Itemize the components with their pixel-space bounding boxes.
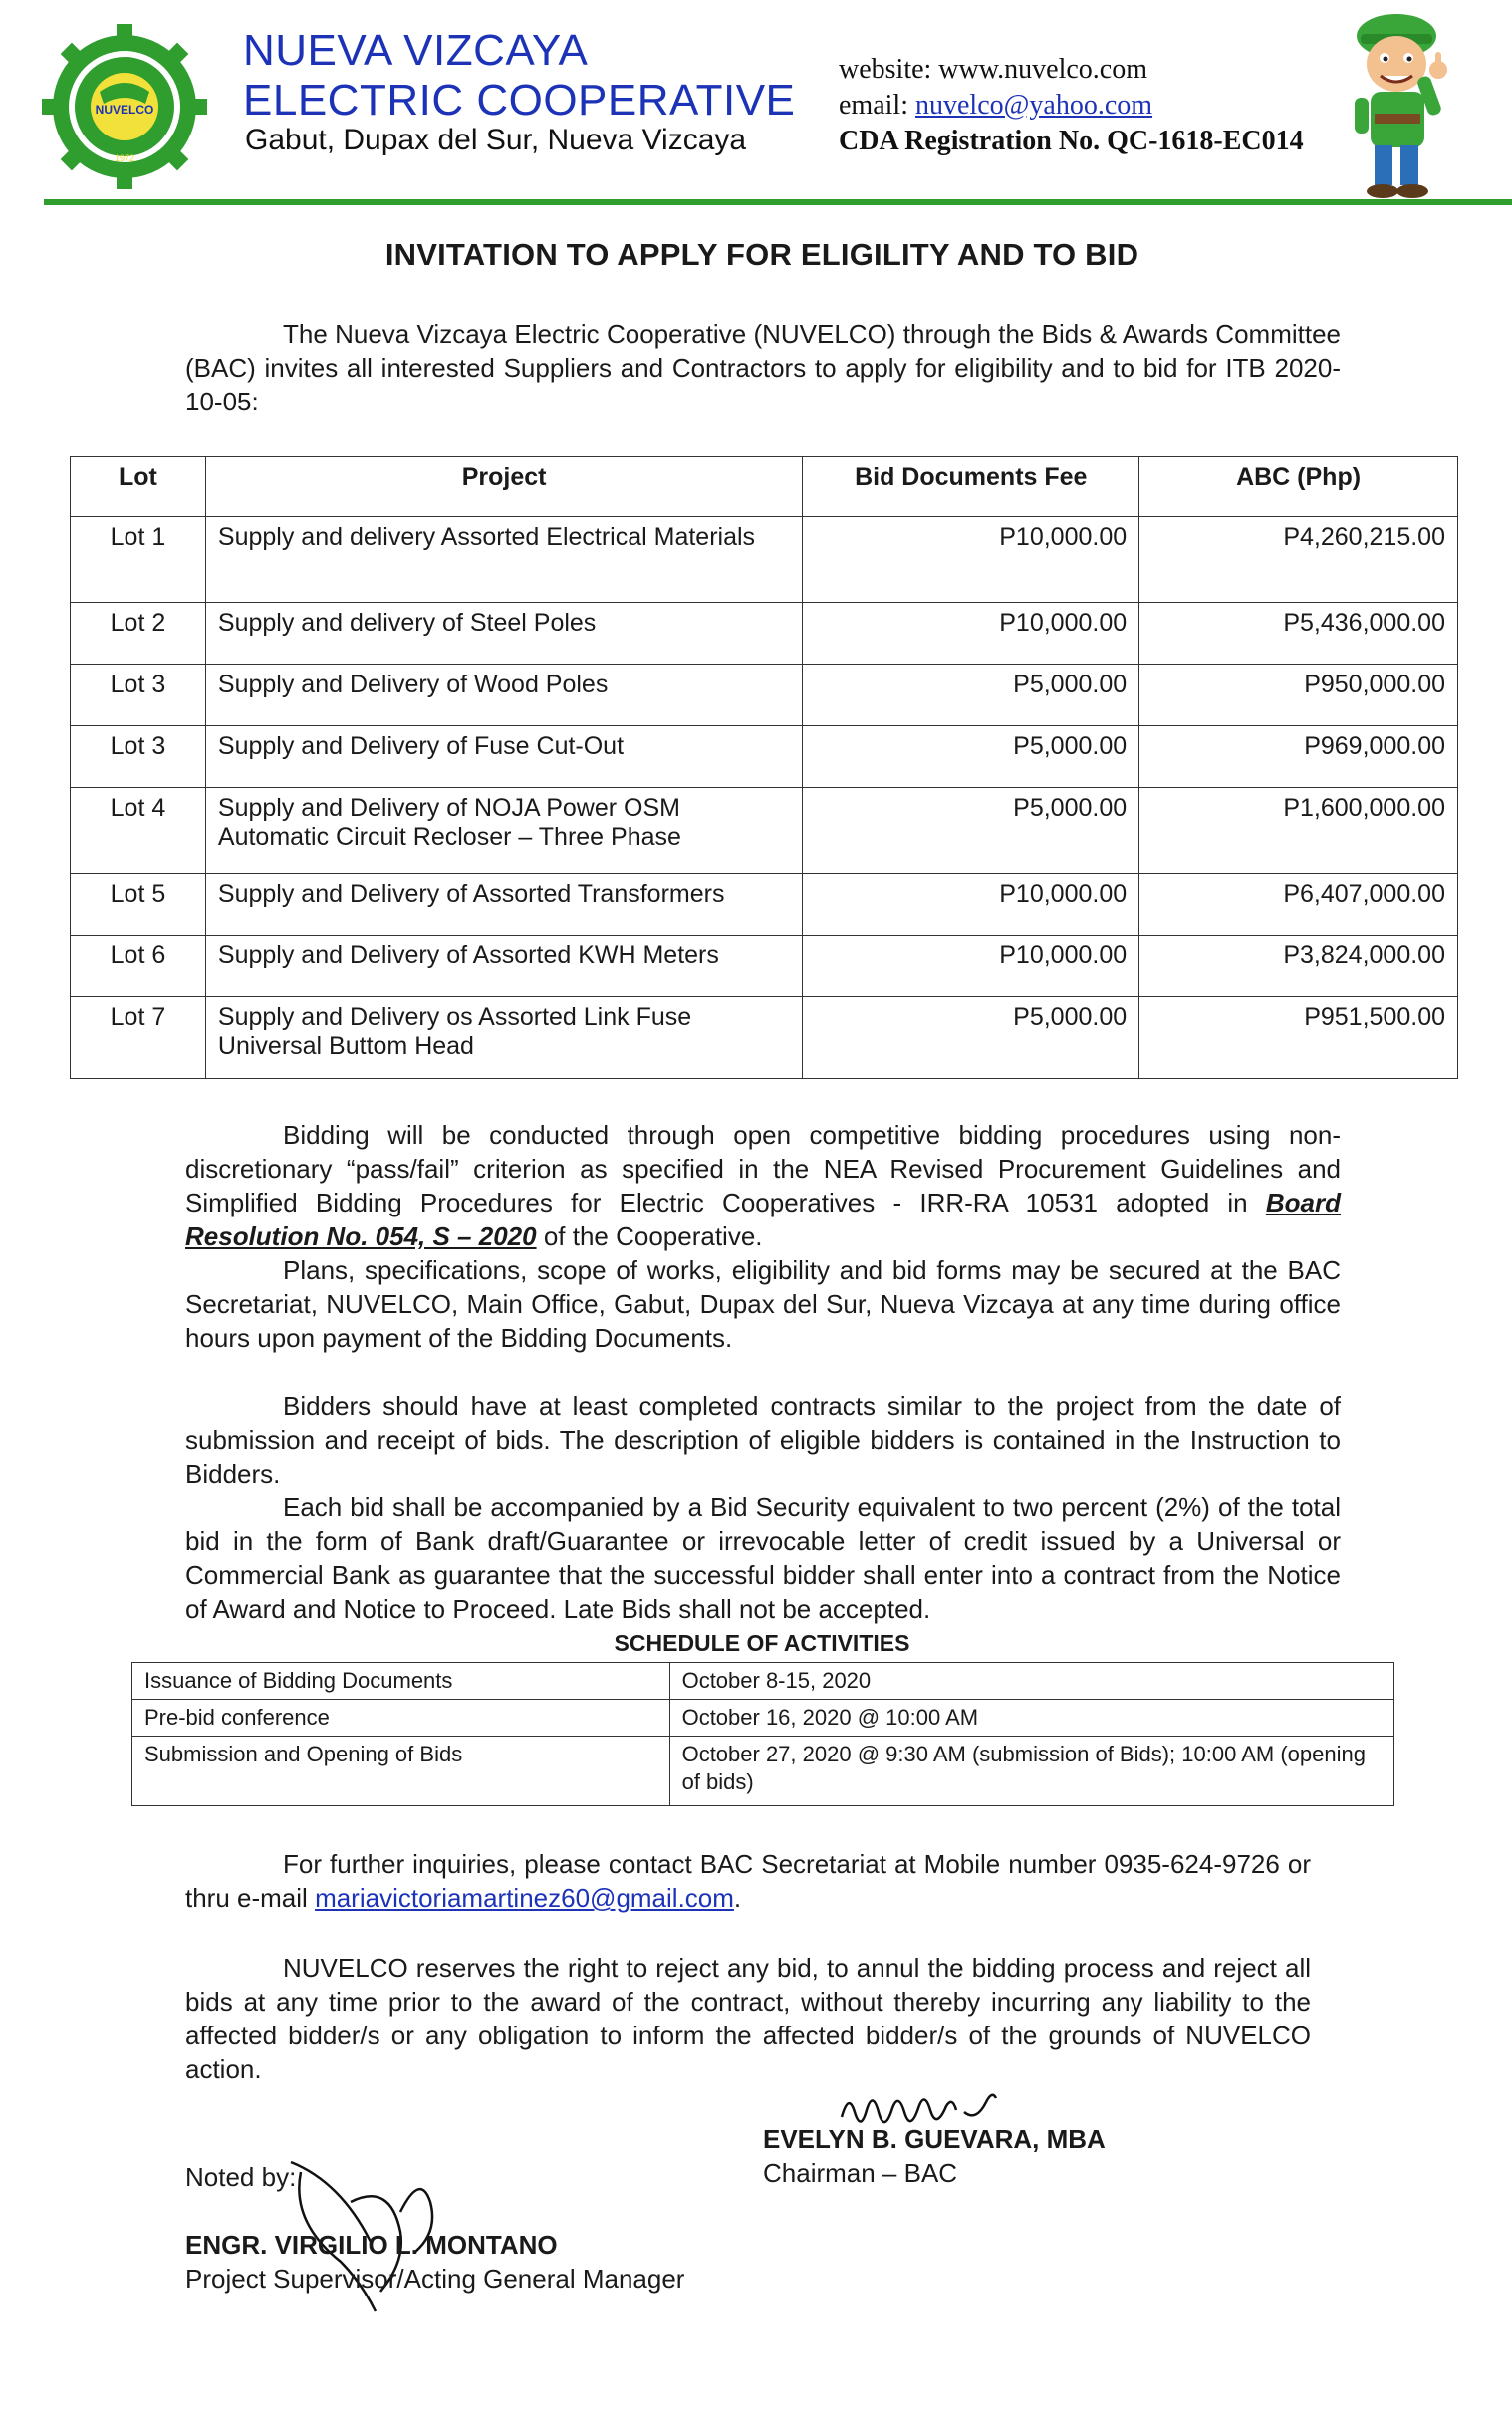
email-line	[839, 88, 1304, 124]
bidders-paragraph	[185, 1389, 1341, 1490]
lot-cell: Lot 5	[71, 874, 206, 936]
plans-text: Plans, specifications, scope of works, eligibility and bid forms may be secured at the BAC Secretariat, NUVELCO, Main Office, Gabut, Dupax del Sur, Nueva Vizcaya at any time during office hours upon payment of the Bidding Documents.	[185, 1255, 1341, 1353]
project-cell: Supply and Delivery of Fuse Cut-Out	[205, 726, 802, 788]
bidding-text: Bidding will be conducted through open competitive bidding procedures using non-discretionary “pass/fail” criterion as specified in the NEA Revised Procurement Guidelines and Simplified Bidding Procedures for Electric Cooperatives - IRR-RA 10531 adopted in	[185, 1120, 1341, 1217]
activity-cell: Issuance of Bidding Documents	[132, 1663, 670, 1700]
date-cell: October 8-15, 2020	[669, 1663, 1393, 1700]
abc-cell: P3,824,000.00	[1139, 936, 1458, 997]
plans-paragraph	[185, 1253, 1341, 1355]
logo-year: 1972	[114, 153, 135, 163]
reserve-text: NUVELCO reserves the right to reject any bid, to annul the bidding process and reject all bids at any time prior to the award of the contract, without thereby incurring any liability to the affected bidder/s or any obligation to inform the affected bidder/s of the grounds of NUVELCO action.	[185, 1953, 1311, 2084]
lot-cell: Lot 4	[71, 788, 206, 874]
chairman-title: Chairman – BAC	[763, 2158, 958, 2188]
table-row	[132, 1700, 1394, 1737]
chairman-signatory	[763, 2122, 1106, 2190]
table-row	[71, 665, 1458, 726]
fee-cell: P10,000.00	[803, 517, 1139, 603]
lot-cell: Lot 3	[71, 665, 206, 726]
inquiries-paragraph: For further inquiries, please contact BAC Secretariat at Mobile number 0935-624-9726 or thru e-mail mariavictoriamartinez60@gmail.com.	[185, 1849, 1311, 1913]
org-name-line2: ELECTRIC COOPERATIVE	[243, 76, 796, 125]
lots-table	[70, 456, 1458, 1079]
fee-cell: P5,000.00	[803, 997, 1139, 1079]
fee-cell: P5,000.00	[803, 726, 1139, 788]
abc-cell: P5,436,000.00	[1139, 603, 1458, 665]
table-row	[71, 603, 1458, 665]
abc-cell: P4,260,215.00	[1139, 517, 1458, 603]
fee-cell: P5,000.00	[803, 665, 1139, 726]
activity-cell: Submission and Opening of Bids	[132, 1737, 670, 1806]
col-header-abc: ABC (Php)	[1139, 457, 1458, 517]
lot-cell: Lot 6	[71, 936, 206, 997]
noted-by-label: Noted by:	[185, 2162, 297, 2192]
reserve-paragraph	[185, 1951, 1311, 2086]
security-text: Each bid shall be accompanied by a Bid Security equivalent to two percent (2%) of the total bid in the form of Bank draft/Guarantee or irrevocable letter of credit issued by a Universal or Commercial Bank as guarantee that the successful bidder shall enter into a contract from the Notice of Award and Notice to Proceed. Late Bids shall not be accepted.	[185, 1492, 1341, 1624]
fee-cell: P10,000.00	[803, 603, 1139, 665]
lot-cell: Lot 1	[71, 517, 206, 603]
logo-text: NUVELCO	[95, 103, 154, 117]
nuvelco-logo	[40, 22, 209, 191]
lot-cell: Lot 7	[71, 997, 206, 1079]
table-row	[71, 726, 1458, 788]
activity-cell: Pre-bid conference	[132, 1700, 670, 1737]
table-row	[71, 997, 1458, 1079]
inquiries-text: For further inquiries, please contact BAC Secretariat at Mobile number 0935-624-9726 or thru e-mail	[185, 1849, 1311, 1913]
document-title: INVITATION TO APPLY FOR ELIGILITY AND TO BID	[384, 237, 1139, 272]
org-name-line1: NUEVA VIZCAYA	[243, 26, 589, 75]
table-row	[71, 874, 1458, 936]
project-cell: Supply and Delivery of Assorted Transformers	[205, 874, 802, 936]
table-row	[71, 788, 1458, 874]
gm-name: ENGR. VIRGILIO L. MONTANO	[185, 2230, 558, 2260]
abc-cell: P950,000.00	[1139, 665, 1458, 726]
abc-cell: P969,000.00	[1139, 726, 1458, 788]
col-header-lot: Lot	[71, 457, 206, 517]
schedule-title: SCHEDULE OF ACTIVITIES	[614, 1630, 910, 1656]
table-row	[132, 1663, 1394, 1700]
col-header-project: Project	[205, 457, 802, 517]
abc-cell: P951,500.00	[1139, 997, 1458, 1079]
fee-cell: P10,000.00	[803, 874, 1139, 936]
intro-text: The Nueva Vizcaya Electric Cooperative (NUVELCO) through the Bids & Awards Committee (BAC) invites all interested Suppliers and Contractors to apply for eligibility and to bid for ITB 2020-10-05:	[185, 319, 1341, 416]
date-cell: October 16, 2020 @ 10:00 AM	[669, 1700, 1393, 1737]
fee-cell: P5,000.00	[803, 788, 1139, 874]
project-cell: Supply and Delivery of NOJA Power OSM Automatic Circuit Recloser – Three Phase	[205, 788, 802, 874]
security-paragraph	[185, 1490, 1341, 1626]
contact-block	[839, 52, 1304, 159]
organization-name	[243, 26, 795, 126]
bidding-text-end: of the Cooperative.	[543, 1221, 763, 1251]
lot-cell: Lot 3	[71, 726, 206, 788]
fee-cell: P10,000.00	[803, 936, 1139, 997]
header-divider	[44, 199, 1512, 205]
date-cell: October 27, 2020 @ 9:30 AM (submission of Bids); 10:00 AM (opening of bids)	[669, 1737, 1393, 1806]
schedule-table	[131, 1662, 1394, 1806]
bidders-text: Bidders should have at least completed contracts similar to the project from the date of submission and receipt of bids. The description of eligible bidders is contained in the Instruction to Bidders.	[185, 1391, 1341, 1488]
website-line: website: www.nuvelco.com	[839, 54, 1147, 85]
bidding-paragraph	[185, 1118, 1341, 1253]
cda-registration: CDA Registration No. QC-1618-EC014	[839, 126, 1304, 156]
lot-cell: Lot 2	[71, 603, 206, 665]
project-cell: Supply and Delivery os Assorted Link Fuse Universal Buttom Head	[205, 997, 802, 1079]
table-row	[132, 1737, 1394, 1806]
chairman-name: EVELYN B. GUEVARA, MBA	[763, 2124, 1106, 2154]
gm-title: Project Supervisor/Acting General Manager	[185, 2264, 685, 2294]
lots-table-header	[71, 457, 1458, 517]
mascot-illustration	[1335, 6, 1464, 201]
intro-paragraph	[185, 317, 1341, 418]
email-link[interactable]: nuvelco@yahoo.com	[914, 90, 1153, 121]
project-cell: Supply and delivery of Steel Poles	[205, 603, 802, 665]
col-header-fee: Bid Documents Fee	[803, 457, 1139, 517]
board-resolution: Board Resolution No. 054, S – 2020	[185, 1188, 1341, 1251]
abc-cell: P1,600,000.00	[1139, 788, 1458, 874]
table-row	[71, 936, 1458, 997]
gm-signatory	[185, 2228, 684, 2296]
email-label: email:	[839, 90, 908, 121]
table-row	[71, 517, 1458, 603]
inquiry-email-link[interactable]: mariavictoriamartinez60@gmail.com	[315, 1883, 734, 1913]
project-cell: Supply and Delivery of Assorted KWH Meters	[205, 936, 802, 997]
project-cell: Supply and Delivery of Wood Poles	[205, 665, 802, 726]
abc-cell: P6,407,000.00	[1139, 874, 1458, 936]
organization-address: Gabut, Dupax del Sur, Nueva Vizcaya	[245, 124, 747, 156]
project-cell: Supply and delivery Assorted Electrical Materials	[205, 517, 802, 603]
